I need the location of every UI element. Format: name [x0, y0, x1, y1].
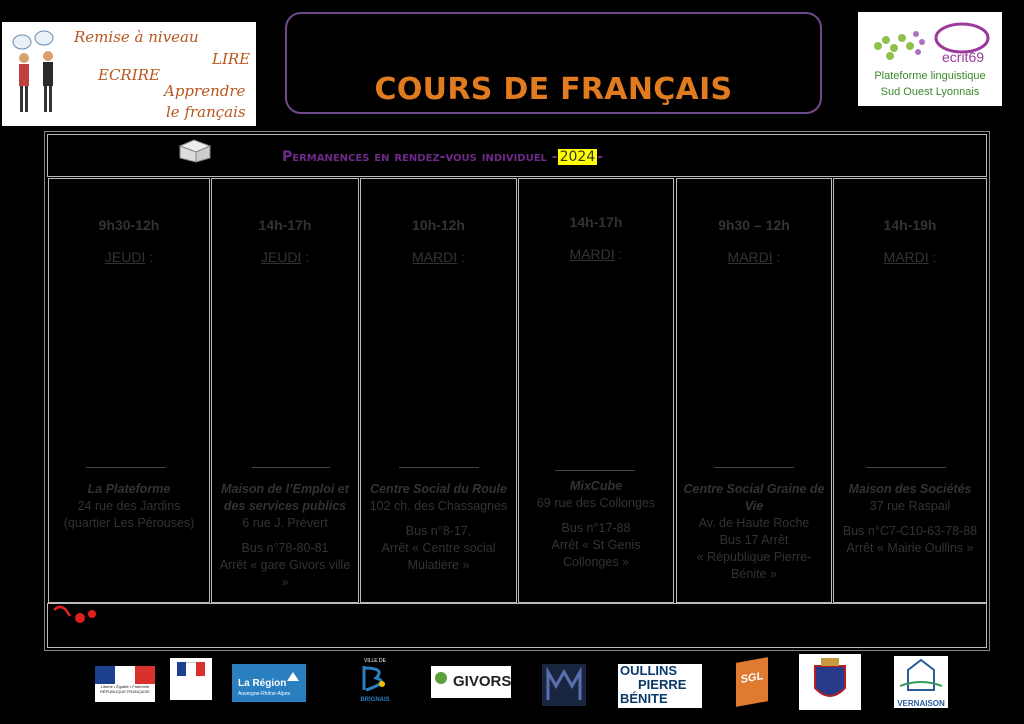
venue-block	[681, 481, 827, 583]
logo-text-remise: Remise à niveau	[74, 28, 199, 46]
venue-name: Maison de l’Emploi et des services publics	[221, 482, 349, 513]
logo-text-le-francais: le français	[166, 103, 246, 121]
venue-address-2: (quartier Les Pérouses)	[63, 516, 195, 530]
oullins-line-3: BÉNITE	[620, 691, 668, 706]
vernaison-text: VERNAISON	[897, 699, 945, 708]
region-sub: Auvergne-Rhône-Alpes	[238, 691, 290, 697]
brignais-logo	[356, 658, 394, 704]
mountain-icon	[286, 670, 300, 682]
venue-block	[838, 481, 982, 557]
ecrit69-logo	[858, 12, 1002, 106]
ecrit69-brand: ecrit69	[942, 49, 985, 65]
ecrit69-line-2: Sud Ouest Lyonnais	[880, 86, 980, 98]
region-auvergne-logo	[232, 664, 306, 702]
title-frame	[285, 12, 822, 114]
column-time: 14h-19h	[883, 217, 937, 233]
bus-lines: Bus n°C7-C10-63-78-88	[842, 524, 978, 538]
schedule-column-2	[211, 178, 359, 603]
oullins-line-2: PIERRE	[638, 677, 687, 692]
bus-lines: Bus 17 Arrêt	[719, 533, 789, 547]
divider-line	[714, 467, 794, 468]
year-badge: 2024	[559, 149, 596, 165]
header-sep-right: -	[597, 149, 604, 165]
m-emblem-icon	[542, 664, 586, 706]
oullins-pierre-benite-logo	[618, 664, 702, 708]
venue-block	[365, 481, 512, 574]
day-colon: :	[928, 249, 937, 265]
coat-of-arms-logo	[799, 654, 861, 710]
ecrit69-line-1: Plateforme linguistique	[874, 70, 986, 82]
venue-name: Maison des Sociétés	[848, 482, 972, 496]
schedule-column-5	[676, 178, 832, 603]
divider-line	[866, 467, 946, 468]
day-colon: :	[145, 249, 154, 265]
ecrit69-emblem-icon	[868, 16, 992, 66]
column-time: 9h30-12h	[98, 217, 160, 233]
remise-a-niveau-logo	[2, 22, 256, 126]
brignais-emblem-icon	[356, 664, 394, 692]
divider-line	[555, 470, 635, 471]
column-day	[361, 249, 516, 265]
m-logo	[542, 664, 586, 706]
open-book-icon	[178, 138, 212, 164]
venue-block	[523, 478, 669, 571]
venue-name: Centre Social du Roule	[370, 482, 507, 496]
sgl-text: SGL	[740, 670, 764, 686]
day-colon: :	[457, 249, 465, 265]
divider-line	[399, 467, 479, 468]
bus-lines: Bus n°17-88	[561, 521, 631, 535]
republique-francaise-logo	[95, 666, 155, 702]
day-label: MARDI	[727, 249, 773, 265]
venue-block	[216, 481, 354, 591]
venue-block	[53, 481, 205, 532]
logo-text-ecrire: ECRIRE	[98, 66, 160, 84]
prefecture-logo	[170, 658, 212, 700]
schedule-column-3	[360, 178, 517, 603]
table-header-text	[282, 149, 603, 165]
venue-address: Av. de Haute Roche	[698, 516, 810, 530]
telephone-icon	[52, 604, 98, 624]
sgl-logo	[736, 657, 768, 707]
venue-name: Centre Social Graine de Vie	[683, 482, 825, 513]
brignais-top: VILLE DE	[364, 658, 386, 664]
header-label: Permanences en rendez-vous individuel	[282, 149, 547, 165]
people-talking-icon	[10, 30, 62, 118]
givors-logo	[431, 666, 511, 698]
region-name: La Région	[238, 678, 287, 689]
venue-address: 37 rue Raspail	[869, 499, 951, 513]
day-colon: :	[614, 246, 623, 262]
venue-address: 102 ch. des Chassagnes	[369, 499, 508, 513]
bus-lines: Bus n°78-80-81	[241, 541, 329, 555]
divider-line	[252, 467, 330, 468]
venue-address: 6 rue J. Prévert	[242, 516, 328, 530]
column-time: 10h-12h	[412, 217, 465, 233]
venue-address: 24 rue des Jardins	[77, 499, 181, 513]
venue-name: MixCube	[569, 479, 623, 493]
vernaison-emblem-icon	[894, 656, 948, 694]
bus-stop: Arrêt « Mairie Oullins »	[846, 541, 974, 555]
day-label: MARDI	[883, 249, 929, 265]
column-day	[519, 246, 673, 262]
column-day	[212, 249, 358, 265]
day-label: JEUDI	[260, 249, 302, 265]
day-label: MARDI	[569, 246, 615, 262]
column-day	[677, 249, 831, 265]
day-label: MARDI	[412, 249, 458, 265]
column-day	[834, 249, 986, 265]
table-footer-row	[47, 603, 987, 648]
venue-name: La Plateforme	[87, 482, 171, 496]
schedule-column-6	[833, 178, 987, 603]
page-title: COURS DE FRANÇAIS	[374, 72, 733, 107]
column-time: 14h-17h	[258, 217, 312, 233]
logo-text-apprendre: Apprendre	[164, 82, 246, 100]
column-day	[49, 249, 209, 265]
header-sep-left: -	[546, 149, 558, 165]
schedule-column-4	[518, 178, 674, 603]
shield-icon	[799, 654, 861, 710]
bus-stop: Arrêt « St Genis Collonges »	[551, 538, 641, 569]
day-colon: :	[301, 249, 310, 265]
oullins-line-1: OULLINS	[620, 663, 678, 678]
logo-text-lire: LIRE	[212, 50, 251, 68]
schedule-column-1	[48, 178, 210, 603]
bus-stop: Arrêt « gare Givors ville »	[219, 558, 351, 589]
column-time: 9h30 – 12h	[718, 217, 790, 233]
column-time: 14h-17h	[569, 214, 623, 230]
day-colon: :	[772, 249, 781, 265]
bus-lines: Bus n°8-17,	[405, 524, 472, 538]
divider-line	[86, 467, 166, 468]
day-label: JEUDI	[104, 249, 146, 265]
brignais-text: BRIGNAIS	[360, 697, 390, 703]
bus-stop: « République Pierre-Bénite »	[696, 550, 812, 581]
givors-text: GIVORS	[453, 673, 512, 690]
vernaison-logo	[894, 656, 948, 708]
republique-text: Liberté • Égalité • Fraternité RÉPUBLIQUE FRANÇAISE	[100, 684, 150, 694]
venue-address: 69 rue des Collonges	[536, 496, 656, 510]
bus-stop: Arrêt « Centre social Mulatière »	[381, 541, 496, 572]
